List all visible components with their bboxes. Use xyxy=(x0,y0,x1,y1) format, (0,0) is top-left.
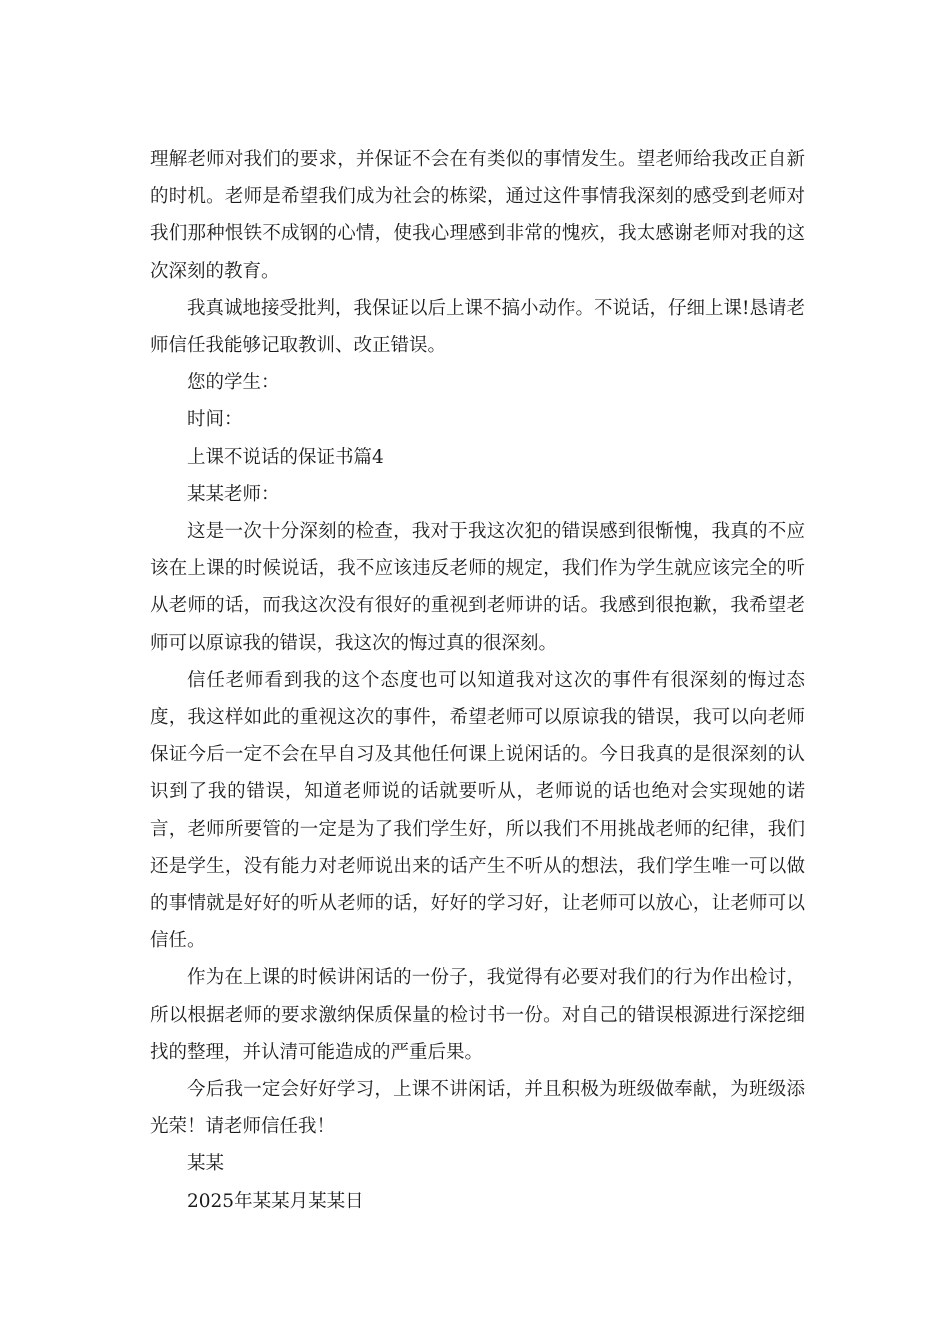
paragraph-commitment: 我真诚地接受批判，我保证以后上课不搞小动作。不说话，仔细上课!恳请老师信任我能够记取教训、改正错误。 xyxy=(150,297,805,357)
paragraph-body-4: 今后我一定会好好学习，上课不讲闲话，并且积极为班级做奉献，为班级添光荣！请老师信任我！ xyxy=(150,1079,805,1138)
paragraph-continued: 理解老师对我们的要求，并保证不会在有类似的事情发生。望老师给我改正自新的时机。老师是希望我们成为社会的栋梁，通过这件事情我深刻的感受到老师对我们那种恨铁不成钢的心情，使我心理感到非常的愧疚，我太感谢老师对我的这次深刻的教育。 xyxy=(150,149,805,282)
signature-date: 2025年某某月某某日 xyxy=(187,1190,364,1212)
signature-time-label: 时间： xyxy=(187,409,243,431)
document-page xyxy=(150,141,805,1220)
signature-name: 某某 xyxy=(187,1153,225,1175)
paragraph-body-2: 信任老师看到我的这个态度也可以知道我对这次的事件有很深刻的悔过态度，我这样如此的重视这次的事件，希望老师可以原谅我的错误，我可以向老师保证今后一定不会在早自习及其他任何课上说闲话的。今日我真的是很深刻的认识到了我的错误，知道老师说的话就要听从，老师说的话也绝对会实现她的诺言，老师所要管的一定是为了我们学生好，所以我们不用挑战老师的纪律，我们还是学生，没有能力对老师说出来的话产生不听从的想法，我们学生唯一可以做的事情就是好好的听从老师的话，好好的学习好，让老师可以放心，让老师可以信任。 xyxy=(150,669,805,952)
salutation: 某某老师： xyxy=(187,483,280,505)
signature-student-label: 您的学生： xyxy=(187,372,280,394)
section-title: 上课不说话的保证书篇4 xyxy=(187,446,384,468)
paragraph-body-3: 作为在上课的时候讲闲话的一份子，我觉得有必要对我们的行为作出检讨，所以根据老师的要求激纳保质保量的检讨书一份。对自己的错误根源进行深挖细找的整理，并认清可能造成的严重后果。 xyxy=(150,967,805,1063)
paragraph-body-1: 这是一次十分深刻的检查，我对于我这次犯的错误感到很惭愧，我真的不应该在上课的时候说话，我不应该违反老师的规定，我们作为学生就应该完全的听从老师的话，而我这次没有很好的重视到老师讲的话。我感到很抱歉，我希望老师可以原谅我的错误，我这次的悔过真的很深刻。 xyxy=(150,521,805,654)
